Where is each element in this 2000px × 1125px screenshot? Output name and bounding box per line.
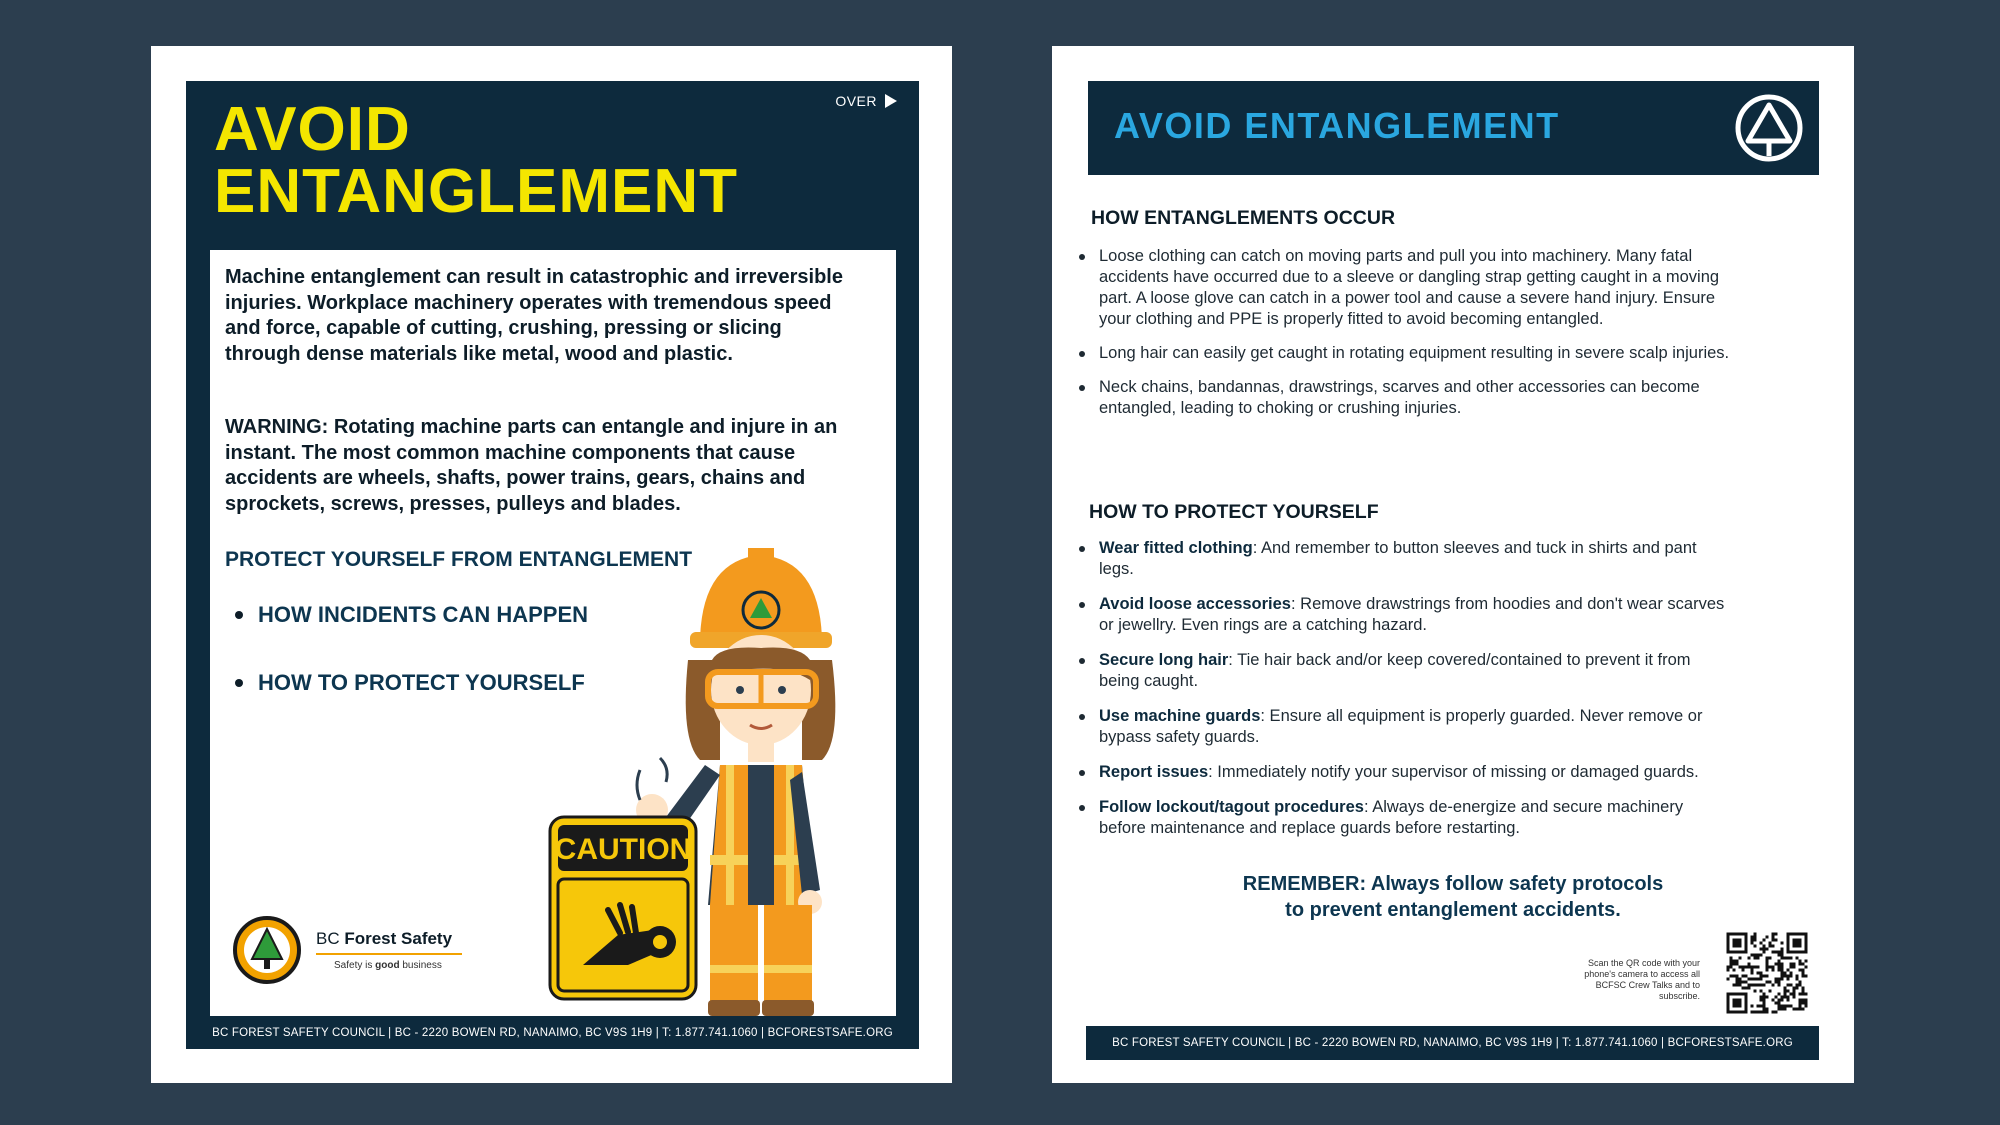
protect-item — [1052, 538, 1732, 580]
front-footer: BC FOREST SAFETY COUNCIL | BC - 2220 BOWEN RD, NANAIMO, BC V9S 1H9 | T: 1.877.741.1060 | BCFORESTSAFE.ORG — [212, 1027, 893, 1039]
front-bullet-label: HOW INCIDENTS CAN HAPPEN — [258, 602, 589, 627]
occur-item: Long hair can easily get caught in rotating equipment resulting in severe scalp injuries. — [1052, 343, 1732, 364]
front-title-line1: AVOID — [214, 95, 411, 164]
bcfsc-tree-logo-icon — [232, 915, 302, 985]
front-title-line2: ENTANGLEMENT — [214, 157, 739, 226]
over-label: OVER — [835, 93, 877, 109]
protect-item-bold: Report issues — [1099, 763, 1209, 781]
qr-code[interactable] — [1726, 932, 1808, 1014]
protect-heading: PROTECT YOURSELF FROM ENTANGLEMENT — [225, 548, 693, 571]
logo-tagline-c: business — [399, 960, 442, 971]
bcfsc-emblem-icon — [1734, 93, 1804, 163]
protect-item-bold: Wear fitted clothing — [1099, 539, 1253, 557]
over-indicator[interactable] — [835, 93, 897, 109]
remember-line2: to prevent entanglement accidents. — [1285, 899, 1621, 921]
front-content-panel — [210, 250, 896, 1016]
protect-item-text: : Remove drawstrings from hoodies and don't wear scarves or jewellry. Even rings are a catching hazard. — [1099, 595, 1725, 634]
front-bullet-item — [225, 602, 588, 628]
caution-sign-icon — [548, 815, 698, 1001]
protect-item-text: : Tie hair back and/or keep covered/contained to prevent it from being caught. — [1099, 651, 1691, 690]
occur-item: Neck chains, bandannas, drawstrings, scarves and other accessories can become entangled, leading to choking or crushing injuries. — [1052, 377, 1732, 419]
front-frame — [186, 81, 919, 1049]
protect-list — [1052, 538, 1732, 853]
occur-heading: HOW ENTANGLEMENTS OCCUR — [1091, 207, 1396, 229]
bullet-dot-icon — [235, 679, 243, 687]
qr-instructions: Scan the QR code with your phone's camera to access all BCFSC Crew Talks and to subscribe. — [1584, 958, 1700, 1001]
front-bullet-label: HOW TO PROTECT YOURSELF — [258, 670, 585, 695]
play-icon — [885, 94, 897, 108]
occur-list — [1052, 246, 1732, 432]
logo-divider — [316, 953, 462, 955]
remember-callout — [1052, 871, 1854, 923]
back-title: AVOID ENTANGLEMENT — [1114, 105, 1560, 146]
warning-paragraph: WARNING: Rotating machine parts can entangle and injure in an instant. The most common machine components that cause accidents are wheels, shafts, power trains, gears, chains and sprockets, screws, presses, pulleys and blades. — [225, 416, 838, 515]
logo-name-bold: Forest Safety — [344, 929, 453, 948]
protect-heading: HOW TO PROTECT YOURSELF — [1089, 501, 1379, 523]
front-title — [214, 95, 739, 226]
protect-item-bold: Follow lockout/tagout procedures — [1099, 798, 1364, 816]
bullet-dot-icon — [235, 611, 243, 619]
protect-item-text: : Ensure all equipment is properly guarded. Never remove or bypass safety guards. — [1099, 707, 1703, 746]
logo-name-prefix: BC — [316, 929, 345, 948]
back-page — [1052, 46, 1854, 1083]
protect-item-bold: Avoid loose accessories — [1099, 595, 1291, 613]
protect-item — [1052, 797, 1732, 839]
protect-item-bold: Use machine guards — [1099, 707, 1261, 725]
protect-item — [1052, 762, 1732, 783]
protect-item-text: : And remember to button sleeves and tuck in shirts and pant legs. — [1099, 539, 1697, 578]
intro-paragraph: Machine entanglement can result in catastrophic and irreversible injuries. Workplace machinery operates with tremendous speed and force, capable of cutting, crushing, pressing or slicing through dense materials like metal, wood and plastic. — [225, 266, 843, 365]
protect-item-text: : Immediately notify your supervisor of missing or damaged guards. — [1208, 763, 1699, 781]
protect-item — [1052, 650, 1732, 692]
front-bullet-list — [225, 602, 588, 738]
front-page — [151, 46, 952, 1083]
occur-item: Loose clothing can catch on moving parts and pull you into machinery. Many fatal accidents have occurred due to a sleeve or dangling strap getting caught in a moving part. A loose glove can catch in a power tool and cause a severe hand injury. Ensure your clothing and PPE is properly fitted to avoid becoming entangled. — [1052, 246, 1732, 330]
bcfsc-logo — [232, 915, 462, 985]
front-bullet-item — [225, 670, 588, 696]
logo-tagline-a: Safety is — [334, 960, 376, 971]
logo-tagline-b: good — [375, 960, 400, 971]
back-footer: BC FOREST SAFETY COUNCIL | BC - 2220 BOWEN RD, NANAIMO, BC V9S 1H9 | T: 1.877.741.1060 | BCFORESTSAFE.ORG — [1086, 1026, 1819, 1060]
protect-item-text: : Always de-energize and secure machinery before maintenance and replace guards before restarting. — [1099, 798, 1684, 837]
back-header — [1088, 81, 1819, 175]
caution-label: CAUTION — [554, 833, 692, 866]
remember-line1: REMEMBER: Always follow safety protocols — [1242, 873, 1664, 895]
protect-item — [1052, 706, 1732, 748]
protect-item-bold: Secure long hair — [1099, 651, 1229, 669]
protect-item — [1052, 594, 1732, 636]
